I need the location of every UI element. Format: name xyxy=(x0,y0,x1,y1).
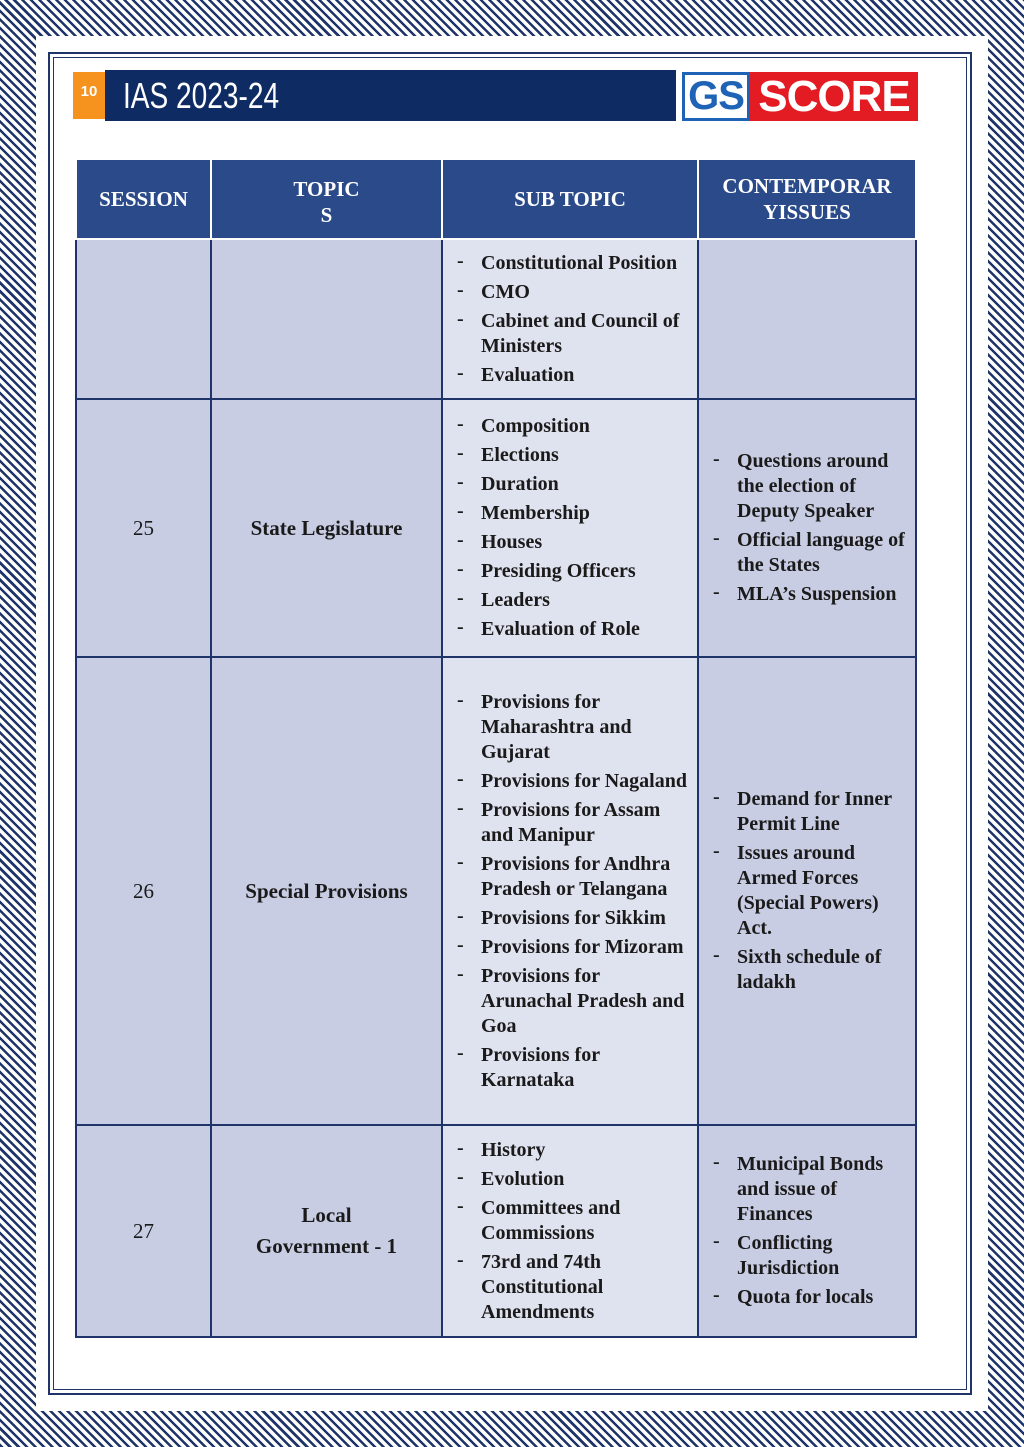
sub-topic-item: - Provisions for Nagaland xyxy=(457,769,689,794)
issue-item: - Questions around the election of Deputy Speaker xyxy=(713,449,907,524)
sub-topic-item: - Provisions for Karnataka xyxy=(457,1043,689,1093)
issue-item: - Conflicting Jurisdiction xyxy=(713,1231,907,1281)
sub-topic-item: - Leaders xyxy=(457,588,689,613)
issue-item: - Municipal Bonds and issue of Finances xyxy=(713,1152,907,1227)
sub-topic-list xyxy=(443,414,697,642)
sub-topic-item: - History xyxy=(457,1138,689,1163)
issue-list xyxy=(699,1152,915,1310)
sub-topic-item: - CMO xyxy=(457,280,689,305)
contemporary-issues-cell xyxy=(698,399,916,657)
issue-list xyxy=(699,787,915,995)
sub-topic-item: - Composition xyxy=(457,414,689,439)
sub-topic-list xyxy=(443,251,697,388)
sub-topic-item: - Provisions for Sikkim xyxy=(457,906,689,931)
contemporary-issues-cell xyxy=(698,1125,916,1337)
logo-score-text: SCORE xyxy=(750,72,918,121)
topic-cell: Local Government - 1 xyxy=(211,1125,442,1337)
issue-item: - Sixth schedule of ladakh xyxy=(713,945,907,995)
session-cell xyxy=(76,239,211,399)
header-sub-topic: SUB TOPIC xyxy=(442,159,698,239)
sub-topic-cell xyxy=(442,239,698,399)
contemporary-issues-cell xyxy=(698,239,916,399)
issue-item: - Demand for Inner Permit Line xyxy=(713,787,907,837)
sub-topic-item: - Provisions for Mizoram xyxy=(457,935,689,960)
header-session: SESSION xyxy=(76,159,211,239)
header-contemporary-issues: CONTEMPORAR YISSUES xyxy=(698,159,916,239)
page-number: 10 xyxy=(73,72,105,119)
sub-topic-item: - Houses xyxy=(457,530,689,555)
sub-topic-item: - Evolution xyxy=(457,1167,689,1192)
syllabus-table xyxy=(75,158,917,1338)
session-cell: 25 xyxy=(76,399,211,657)
table-header-row xyxy=(76,159,916,239)
header-topics: TOPIC S xyxy=(211,159,442,239)
session-cell: 27 xyxy=(76,1125,211,1337)
table-row xyxy=(76,399,916,657)
table-body xyxy=(76,239,916,1337)
contemporary-issues-cell xyxy=(698,657,916,1125)
sub-topic-item: - Provisions for Assam and Manipur xyxy=(457,798,689,848)
topic-cell: State Legislature xyxy=(211,399,442,657)
session-cell: 26 xyxy=(76,657,211,1125)
issue-list xyxy=(699,449,915,607)
sub-topic-item: - Duration xyxy=(457,472,689,497)
sub-topic-cell xyxy=(442,399,698,657)
sub-topic-list xyxy=(443,1138,697,1325)
sub-topic-item: - Evaluation of Role xyxy=(457,617,689,642)
sub-topic-item: - Constitutional Position xyxy=(457,251,689,276)
gs-score-logo xyxy=(682,72,918,121)
issue-item: - Official language of the States xyxy=(713,528,907,578)
sub-topic-item: - Evaluation xyxy=(457,363,689,388)
table-row xyxy=(76,239,916,399)
sub-topic-item: - Provisions for Andhra Pradesh or Telangana xyxy=(457,852,689,902)
topic-cell: Special Provisions xyxy=(211,657,442,1125)
issue-item: - Issues around Armed Forces (Special Powers) Act. xyxy=(713,841,907,941)
table-row xyxy=(76,657,916,1125)
sub-topic-cell xyxy=(442,1125,698,1337)
sub-topic-item: - Provisions for Maharashtra and Gujarat xyxy=(457,690,689,765)
page-title: IAS 2023-24 xyxy=(123,75,280,116)
sub-topic-item: - Provisions for Arunachal Pradesh and Goa xyxy=(457,964,689,1039)
sub-topic-item: - Committees and Commissions xyxy=(457,1196,689,1246)
issue-item: - Quota for locals xyxy=(713,1285,907,1310)
sub-topic-item: - Membership xyxy=(457,501,689,526)
sub-topic-item: - Cabinet and Council of Ministers xyxy=(457,309,689,359)
sub-topic-cell xyxy=(442,657,698,1125)
table-row xyxy=(76,1125,916,1337)
logo-gs-text: GS xyxy=(682,72,750,121)
title-bar xyxy=(105,70,676,121)
sub-topic-list xyxy=(443,690,697,1093)
sub-topic-item: - 73rd and 74th Constitutional Amendments xyxy=(457,1250,689,1325)
sub-topic-item: - Presiding Officers xyxy=(457,559,689,584)
topic-cell xyxy=(211,239,442,399)
sub-topic-item: - Elections xyxy=(457,443,689,468)
issue-item: - MLA’s Suspension xyxy=(713,582,907,607)
